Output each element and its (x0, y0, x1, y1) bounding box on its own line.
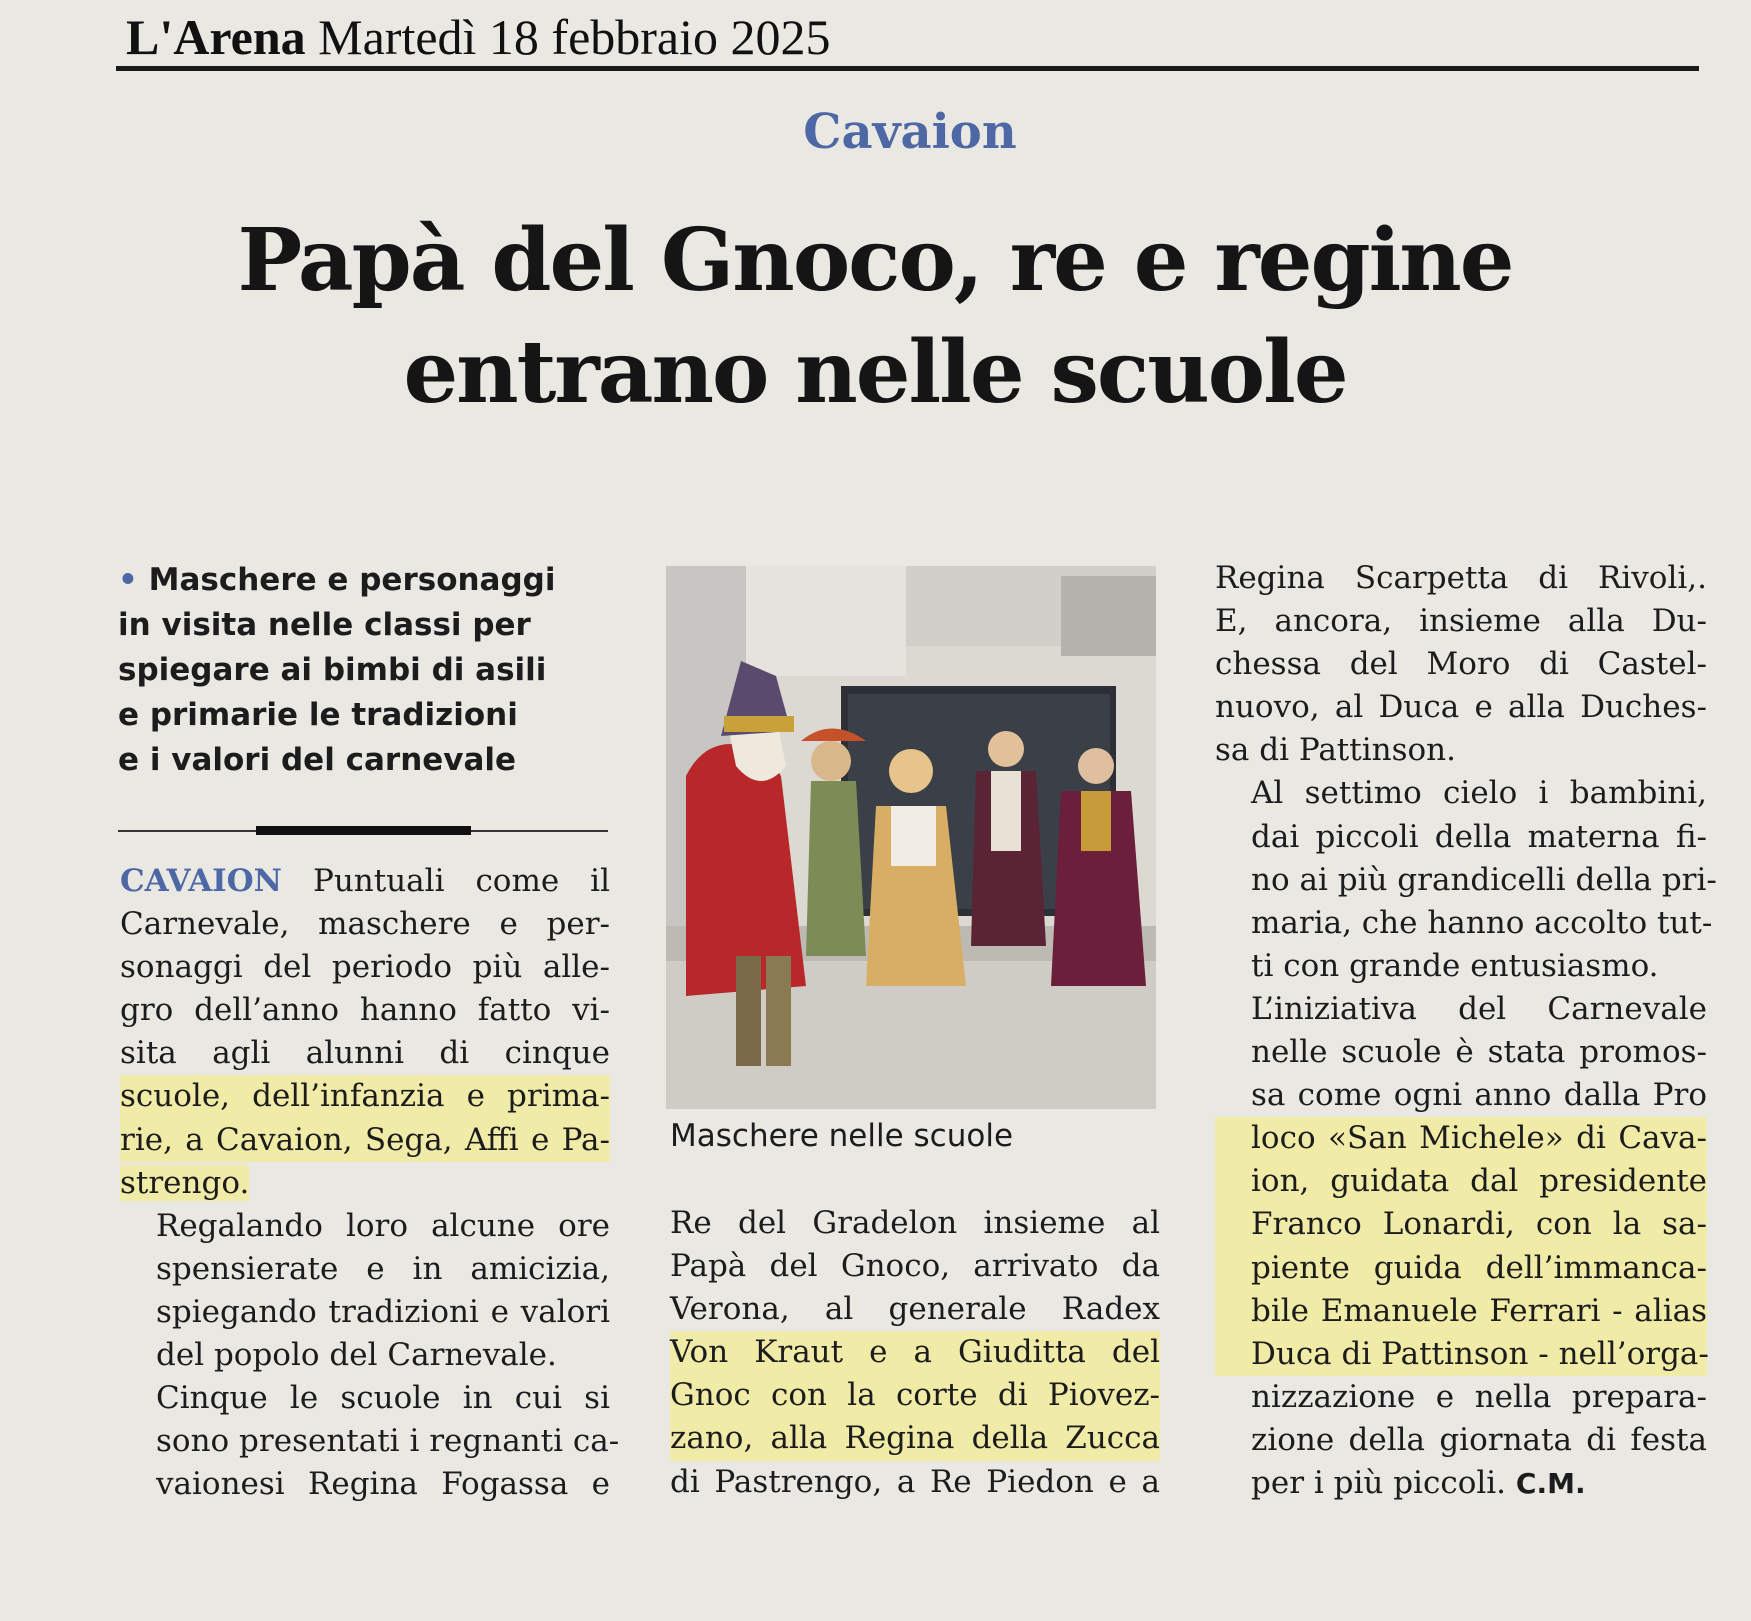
photo-caption: Maschere nelle scuole (670, 1118, 1014, 1154)
text-line-highlighted: Gnoc con la corte di Piovez- (670, 1374, 1160, 1417)
text-line-highlighted: rie, a Cavaion, Sega, Affi e Pa- (120, 1119, 610, 1162)
masthead (126, 8, 831, 66)
text-line: maria, che hanno accolto tut- (1251, 904, 1713, 941)
body-column-1 (120, 860, 620, 1506)
text-line: sa come ogni anno dalla Pro (1251, 1077, 1707, 1114)
text-line: spensierate e in amicizia, (156, 1250, 610, 1287)
text-line: di Pastrengo, a Re Piedon e a (670, 1463, 1160, 1500)
text-line: Regina Scarpetta di Rivoli,. (1215, 560, 1707, 596)
headline-line-2: entrano nelle scuole (403, 322, 1347, 423)
body-column-2 (670, 1202, 1160, 1504)
paragraph (120, 1205, 610, 1377)
text-line: per i più piccoli. C.M. (1251, 1464, 1586, 1501)
dateline: CAVAION (120, 863, 283, 899)
text-line: dai piccoli della materna fi- (1251, 818, 1707, 855)
text-line: sono presentati i regnanti ca- (156, 1423, 620, 1460)
text-line: zione della giornata di festa (1251, 1421, 1707, 1458)
photo-illustration (666, 566, 1156, 1109)
text-line: Puntuali come il (312, 863, 610, 899)
masthead-rule (116, 66, 1699, 71)
text-line-highlighted: piente guida dell’immanca- (1215, 1247, 1707, 1290)
text-line-highlighted: Duca di Pattinson - nell’orga- (1215, 1333, 1707, 1376)
paragraph (1215, 988, 1707, 1505)
separator-bar (256, 826, 471, 835)
text-line-highlighted: Franco Lonardi, con la sa- (1215, 1203, 1707, 1246)
text-line: E, ancora, insieme alla Du- (1215, 603, 1707, 640)
subhead-line: e i valori del carnevale (118, 742, 517, 778)
paragraph (1215, 772, 1717, 987)
text-line: Carnevale, maschere e per- (120, 906, 610, 943)
text-line-highlighted: sita agli alunni di cinque (120, 1035, 610, 1072)
subhead-line: e primarie le tradizioni (118, 697, 518, 733)
section-kicker: Cavaion (803, 104, 1017, 160)
author-signature: C.M. (1515, 1466, 1586, 1500)
bullet-icon: • (118, 562, 138, 598)
body-column-3 (1215, 557, 1717, 1505)
text-line: L’iniziativa del Carnevale (1251, 990, 1707, 1027)
subhead-line: spiegare ai bimbi di asili (118, 652, 547, 688)
paragraph (1215, 557, 1707, 772)
text-line: spiegando tradizioni e valori (156, 1293, 610, 1330)
text-line: ti con grande entusiasmo. (1251, 947, 1659, 984)
subhead-line: in visita nelle classi per (118, 607, 531, 643)
text-line: sonaggi del periodo più alle- (120, 949, 610, 986)
text-line-highlighted: Verona, al generale Radex (670, 1291, 1160, 1328)
text-line-highlighted: Von Kraut e a Giuditta del (670, 1331, 1160, 1374)
text-line-highlighted: zano, alla Regina della Zucca (670, 1417, 1160, 1460)
text-line-highlighted: scuole, dell’infanzia e prima- (120, 1075, 610, 1118)
headline (180, 205, 1570, 429)
text-line: Al settimo cielo i bambini, (1251, 775, 1707, 812)
text-line-highlighted: bile Emanuele Ferrari - alias (1215, 1290, 1707, 1333)
text-line: Papà del Gnoco, arrivato da (670, 1248, 1160, 1285)
text-line: del popolo del Carnevale. (156, 1337, 557, 1374)
text-line: Cinque le scuole in cui si (156, 1380, 610, 1417)
subhead-line: Maschere e personaggi (148, 562, 556, 598)
text-line: Re del Gradelon insieme al (670, 1205, 1160, 1241)
paragraph (670, 1202, 1160, 1504)
text-line: chessa del Moro di Castel- (1215, 646, 1707, 683)
newspaper-name: L'Arena (126, 9, 306, 65)
text-line-highlighted: loco «San Michele» di Cava- (1215, 1117, 1707, 1160)
text-line: gro dell’anno hanno fatto vi- (120, 992, 610, 1029)
publication-date: Martedì 18 febbraio 2025 (318, 9, 831, 65)
headline-line-1: Papà del Gnoco, re e regine (237, 210, 1513, 311)
paragraph (120, 860, 610, 1205)
article-photo (666, 566, 1156, 1109)
text-line: nelle scuole è stata promos- (1251, 1034, 1707, 1071)
text-line: nizzazione e nella prepara- (1251, 1378, 1707, 1415)
text-line: vaionesi Regina Fogassa e (156, 1466, 610, 1503)
text-line: no ai più grandicelli della pri- (1251, 861, 1717, 898)
text-line-highlighted: ion, guidata dal presidente (1215, 1160, 1707, 1203)
text-line: Regalando loro alcune ore (156, 1207, 610, 1244)
paragraph (120, 1377, 620, 1506)
text-line: nuovo, al Duca e alla Duches- (1215, 689, 1707, 726)
text-line: sa di Pattinson. (1215, 732, 1456, 769)
text-line-highlighted: strengo. (120, 1164, 250, 1201)
subheadline (118, 558, 578, 783)
